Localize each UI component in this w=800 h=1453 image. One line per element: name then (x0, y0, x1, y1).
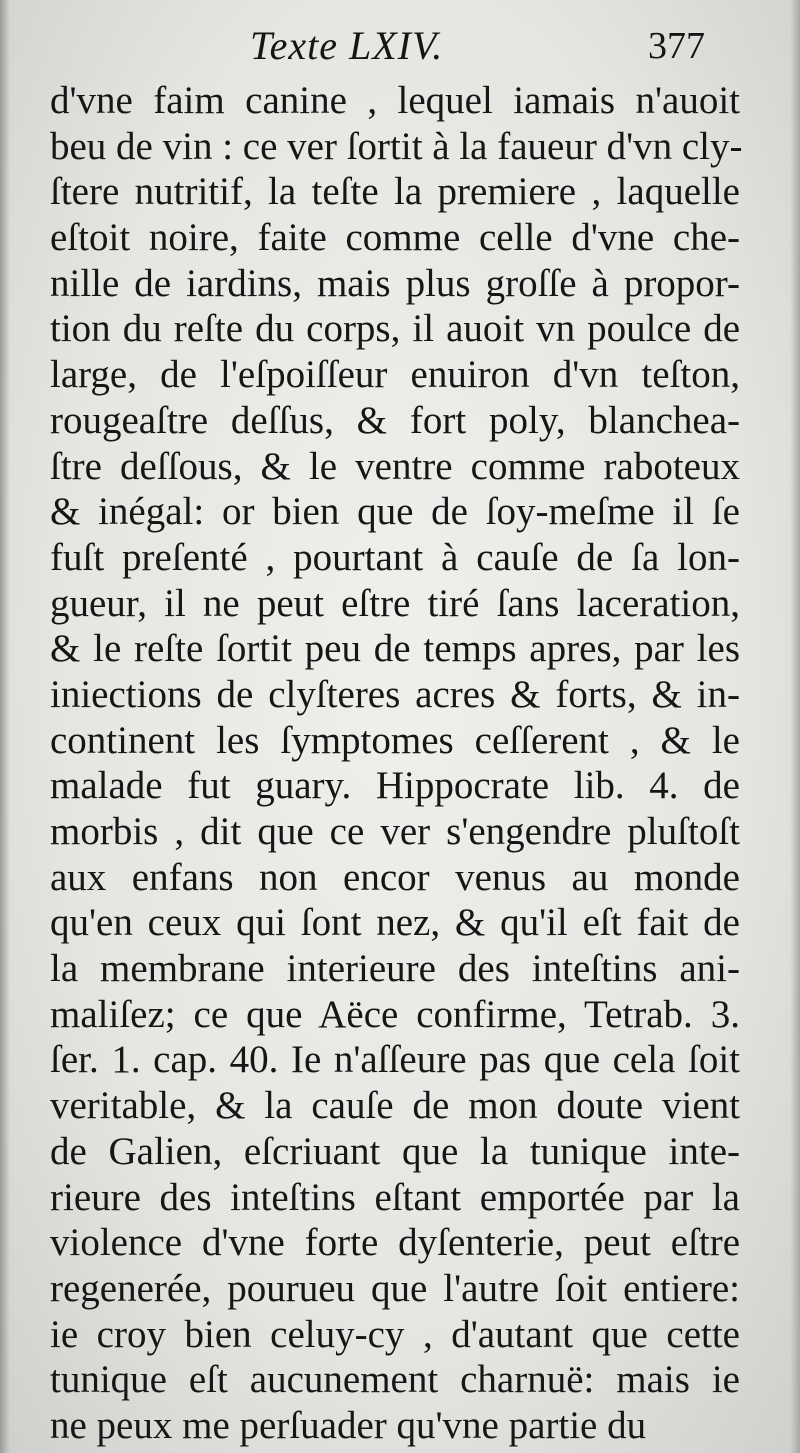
text-line: qu'en ceux qui ſont nez, & qu'il eſt fait de (50, 901, 740, 945)
running-title: Texte LXIV. (250, 23, 444, 68)
page-number: 377 (648, 25, 705, 67)
text-line: nille de iardins, mais plus groſſe à propor- (50, 261, 740, 305)
text-line: continent les ſymptomes ceſſerent , & le (50, 718, 740, 762)
page-header (0, 14, 800, 76)
text-line: aux enfans non encor venus au monde (50, 855, 740, 899)
body-text (50, 78, 743, 1449)
text-line: morbis , dit que ce ver s'engendre pluſtoſt (50, 810, 740, 853)
text-line: maliſez; ce que Aëce confirme, Tetrab. 3. (50, 992, 740, 1036)
text-line: fuſt preſenté , pourtant à cauſe de ſa lon- (50, 535, 740, 579)
text-line: ſtre deſſous, & le ventre comme raboteux (50, 444, 740, 488)
text-line: d'vne faim canine , lequel iamais n'auoit (50, 79, 740, 122)
page-edge-shadow (790, 0, 800, 1453)
page-gutter-shadow (0, 0, 10, 1453)
text-line: la membrane interieure des inteſtins ani- (50, 947, 740, 991)
text-line: ne peux me perſuader qu'vne partie du (50, 1403, 647, 1447)
text-line: eſtoit noire, faite comme celle d'vne che- (50, 216, 740, 260)
text-line: de Galien, eſcriuant que la tunique inte- (50, 1129, 740, 1173)
text-line: ſtere nutritif, la teſte la premiere , laquelle (50, 170, 740, 214)
text-line: tion du reſte du corps, il auoit vn poulce de (50, 307, 740, 351)
text-line: rougeaſtre deſſus, & fort poly, blanchea- (50, 398, 740, 442)
text-line: gueur, il ne peut eſtre tiré ſans laceration, (50, 581, 740, 625)
text-line: tunique eſt aucunement charnuë: mais ie (50, 1358, 740, 1402)
text-line: violence d'vne forte dyſenterie, peut eſtre (50, 1221, 740, 1265)
text-line: ie croy bien celuy-cy , d'autant que cette (50, 1312, 740, 1356)
text-line: ſer. 1. cap. 40. Ie n'aſſeure pas que cela ſoit (50, 1038, 740, 1082)
text-line: regenerée, pourueu que l'autre ſoit entiere: (50, 1266, 740, 1310)
text-line: & inégal: or bien que de ſoy-meſme il ſe (50, 490, 740, 534)
text-line: veritable, & la cauſe de mon doute vient (50, 1084, 740, 1128)
text-line: iniections de clyſteres acres & forts, & in- (50, 672, 740, 716)
text-line: malade fut guary. Hippocrate lib. 4. de (50, 764, 740, 808)
text-line: large, de l'eſpoiſſeur enuiron d'vn teſton, (50, 353, 740, 397)
text-line: beu de vin : ce ver ſortit à la faueur d'vn cly- (50, 124, 743, 168)
text-line: & le reſte ſortit peu de temps apres, par les (50, 627, 740, 671)
text-line: rieure des inteſtins eſtant emportée par la (50, 1175, 740, 1219)
